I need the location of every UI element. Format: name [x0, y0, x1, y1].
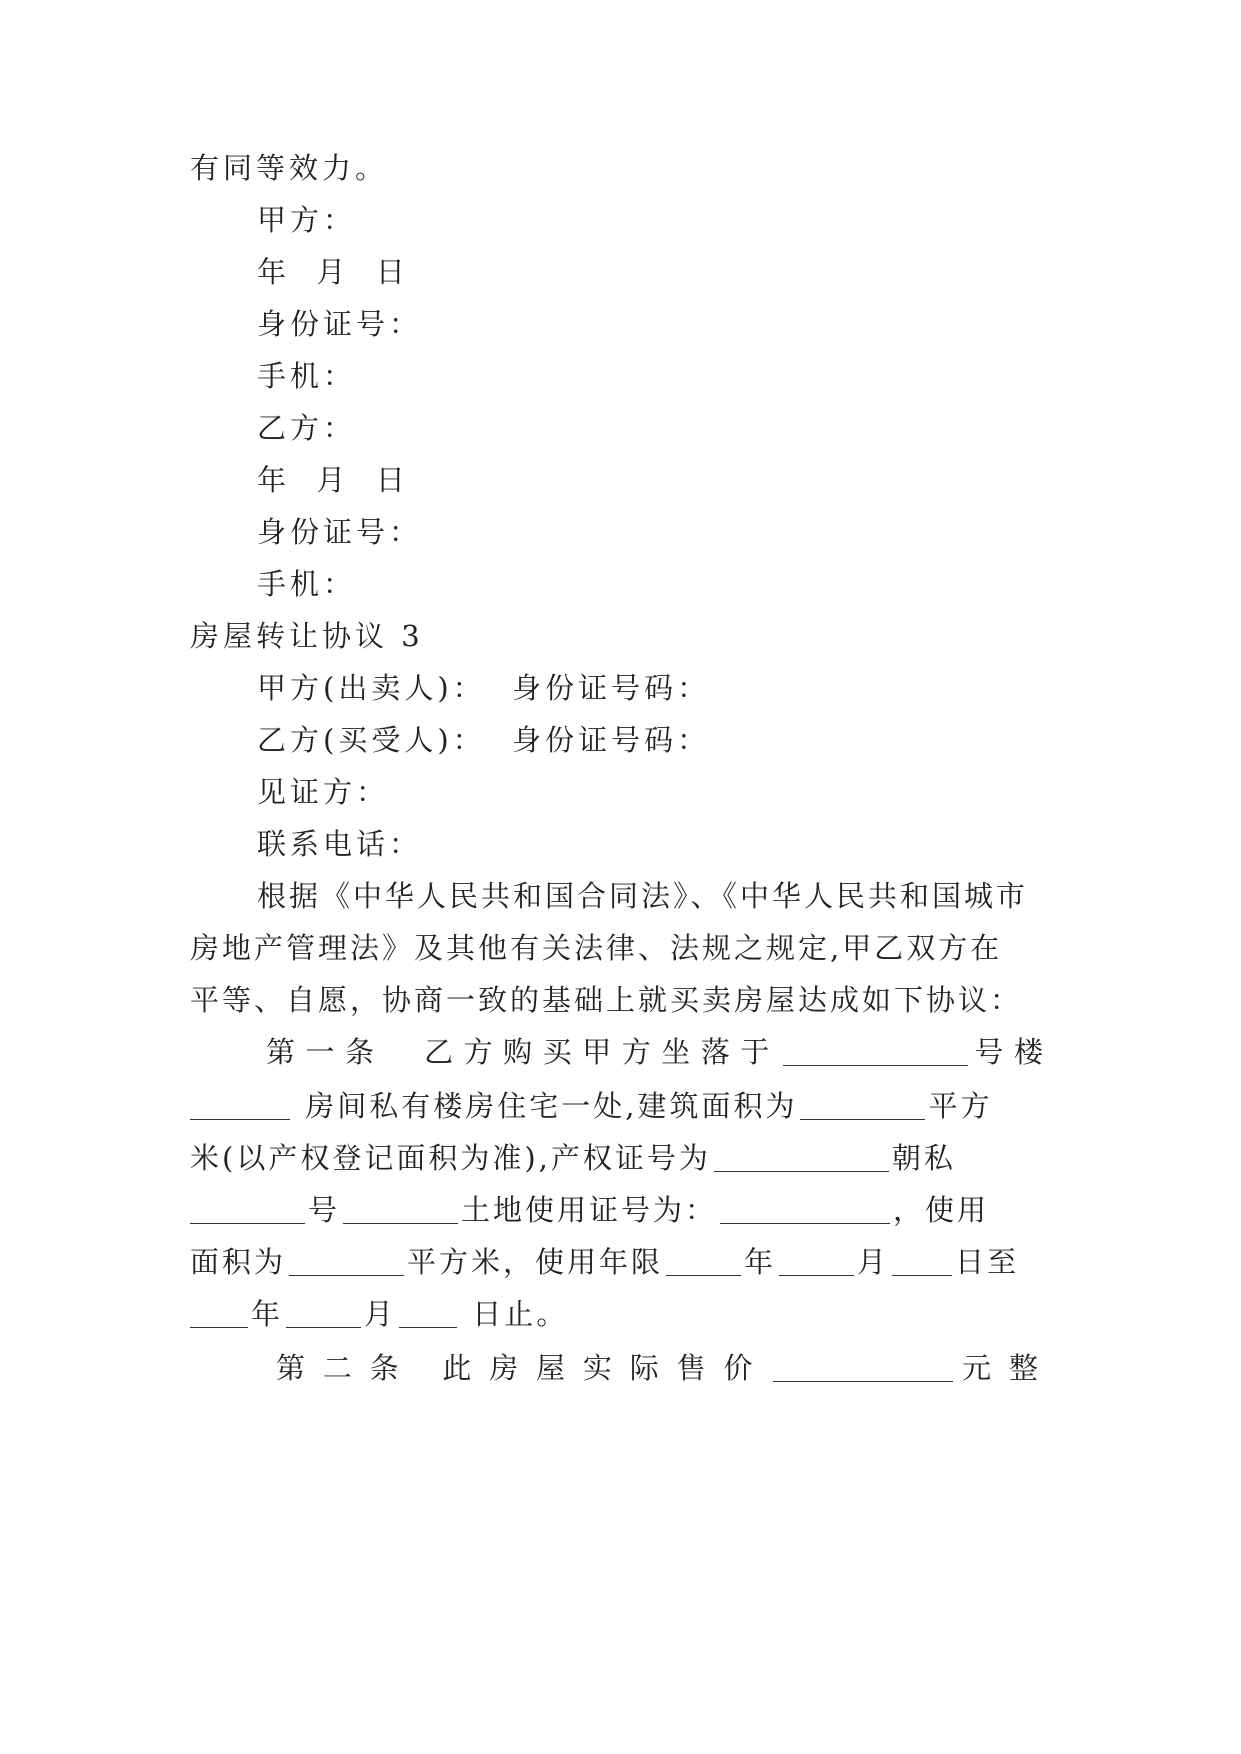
text-fragment: 平方 — [928, 1089, 993, 1123]
date-line: 年 月 日 — [257, 463, 409, 497]
blank-field — [399, 1301, 457, 1328]
text-fragment: 年 — [744, 1245, 777, 1279]
blank-field — [714, 1145, 889, 1172]
text-fragment: 房间私有楼房住宅一处,建筑面积为 — [305, 1089, 798, 1123]
text-fragment: 号楼 — [970, 1035, 1050, 1069]
blank-field — [190, 1301, 248, 1328]
blank-field — [289, 1249, 404, 1276]
witness-label: 见证方： — [257, 775, 390, 809]
paragraph-line: 平等、自愿，协商一致的基础上就买卖房屋达成如下协议： — [190, 983, 1023, 1017]
blank-field — [773, 1355, 953, 1382]
blank-field — [286, 1301, 361, 1328]
text-fragment: 月 — [857, 1245, 890, 1279]
id-number-label: 身份证号： — [257, 307, 423, 341]
text-line: 有同等效力。 — [190, 151, 389, 185]
article-1-line — [190, 1192, 1050, 1228]
party-b-label: 乙方： — [257, 411, 357, 445]
article-number: 第一条 — [266, 1035, 385, 1069]
article-1-line — [190, 1088, 1050, 1124]
party-a-label: 甲方： — [257, 203, 357, 237]
blank-field — [720, 1197, 890, 1224]
article-1-line — [190, 1296, 1050, 1332]
text-fragment: 乙方购买甲方坐落于 — [420, 1035, 780, 1069]
blank-field — [343, 1197, 458, 1224]
date-line: 年 月 日 — [257, 255, 409, 289]
text-fragment: 月 — [364, 1297, 397, 1331]
text-fragment: 日止。 — [472, 1297, 569, 1331]
text-fragment: 面积为 — [190, 1245, 287, 1279]
article-number: 第二条 — [276, 1351, 417, 1385]
blank-field — [892, 1249, 952, 1276]
blank-field — [666, 1249, 741, 1276]
text-fragment: 朝私 — [891, 1141, 956, 1175]
seller-line: 甲方(出卖人)： 身份证号码： — [257, 671, 711, 705]
text-fragment: 元整 — [956, 1351, 1050, 1385]
article-2-line — [276, 1350, 1050, 1386]
blank-field — [190, 1093, 290, 1120]
article-1-line — [266, 1034, 1050, 1070]
text-fragment: 日至 — [955, 1245, 1020, 1279]
blank-field — [779, 1249, 854, 1276]
text-fragment: 平方米，使用年限 — [407, 1245, 664, 1279]
mobile-label: 手机： — [257, 567, 357, 601]
mobile-label: 手机： — [257, 359, 357, 393]
paragraph-line: 根据《中华人民共和国合同法》、《中华人民共和国城市 — [257, 879, 1029, 913]
phone-label: 联系电话： — [257, 827, 423, 861]
section-title: 房屋转让协议 3 — [190, 619, 424, 653]
blank-field — [800, 1093, 925, 1120]
paragraph-line: 房地产管理法》及其他有关法律、法规之规定,甲乙双方在 — [190, 931, 1003, 965]
text-fragment: ，使用 — [893, 1193, 990, 1227]
text-fragment: 号 — [308, 1193, 341, 1227]
text-fragment: 米(以产权登记面积为准),产权证号为 — [190, 1141, 711, 1175]
article-1-line — [190, 1140, 1050, 1176]
blank-field — [783, 1039, 968, 1066]
article-1-line — [190, 1244, 1050, 1280]
id-number-label: 身份证号： — [257, 515, 423, 549]
text-fragment: 土地使用证号为： — [461, 1193, 718, 1227]
text-fragment: 年 — [251, 1297, 284, 1331]
blank-field — [190, 1197, 305, 1224]
text-fragment: 此房屋实际售价 — [436, 1351, 771, 1385]
buyer-line: 乙方(买受人)： 身份证号码： — [257, 723, 711, 757]
